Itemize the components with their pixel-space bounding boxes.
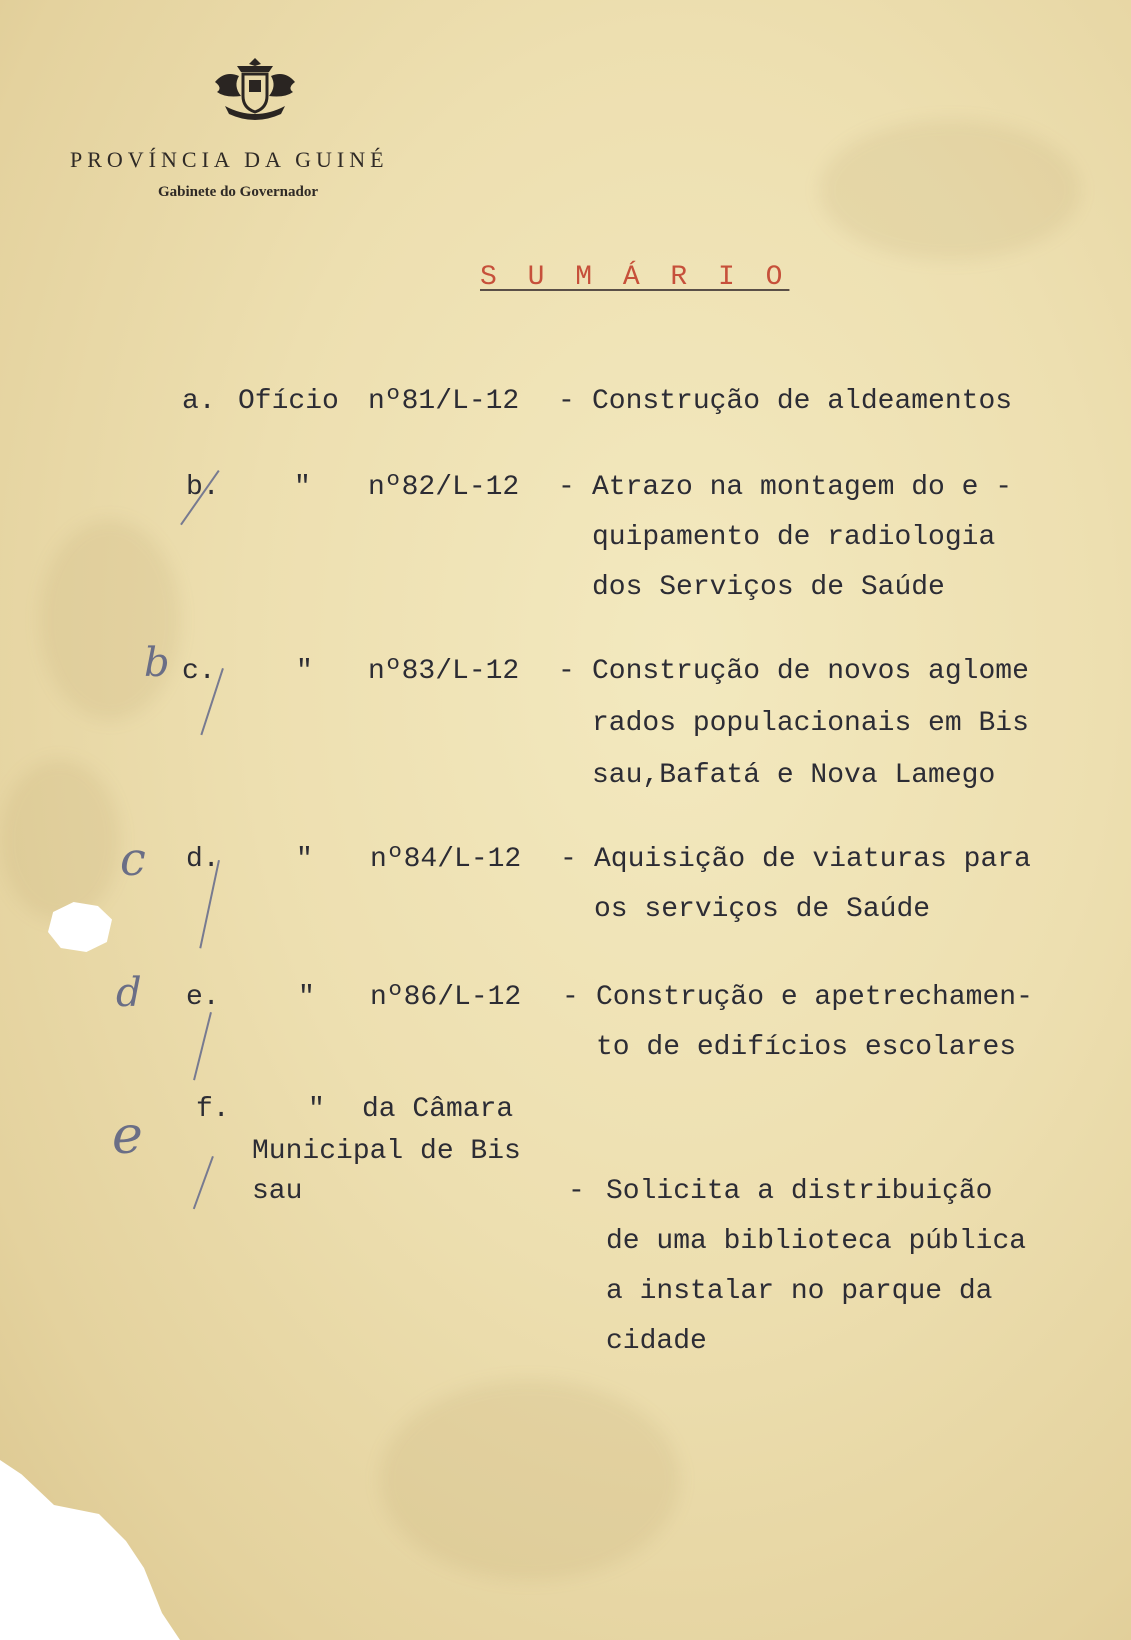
item-description-line: Aquisição de viaturas para — [594, 844, 1031, 875]
handwritten-annotation: b — [144, 640, 170, 686]
item-description-line: Construção e apetrechamen- — [596, 982, 1033, 1013]
item-sender-line: Municipal de Bis — [252, 1136, 521, 1167]
item-letter: e. — [186, 982, 220, 1013]
item-dash: - — [560, 844, 577, 875]
item-doc-type: " — [296, 656, 313, 687]
item-description-line: os serviços de Saúde — [594, 894, 931, 925]
item-number: nº86/L-12 — [370, 982, 522, 1013]
item-dash: - — [562, 982, 579, 1013]
item-description-line: Construção de aldeamentos — [592, 386, 1013, 417]
paper-stain — [0, 760, 120, 920]
item-dash: - — [558, 656, 575, 687]
item-number: nº81/L-12 — [368, 386, 520, 417]
item-letter: d. — [186, 844, 220, 875]
item-description-line: cidade — [606, 1326, 707, 1357]
item-number: nº83/L-12 — [368, 656, 520, 687]
item-letter: b. — [186, 472, 220, 503]
paper-stain — [40, 520, 180, 720]
province-title: PROVÍNCIA DA GUINÉ — [70, 147, 389, 172]
item-letter: a. — [182, 386, 216, 417]
item-description-line: Solicita a distribuição — [606, 1176, 993, 1207]
item-doc-type: " — [298, 982, 315, 1013]
pencil-tick-mark — [193, 1156, 214, 1209]
item-number: nº84/L-12 — [370, 844, 522, 875]
item-doc-type: " — [308, 1094, 325, 1125]
item-description-line: Construção de novos aglome — [592, 656, 1029, 687]
item-number: nº82/L-12 — [368, 472, 520, 503]
item-description-line: a instalar no parque da — [606, 1276, 993, 1307]
item-doc-type: " — [296, 844, 313, 875]
item-letter: f. — [196, 1094, 230, 1125]
item-dash: - — [558, 472, 575, 503]
item-description-line: to de edifícios escolares — [596, 1032, 1017, 1063]
paper-stain — [380, 1380, 680, 1580]
item-description-line: rados populacionais em Bis — [592, 708, 1029, 739]
paper-stain — [820, 120, 1080, 260]
item-description-line: sau,Bafatá e Nova Lamego — [592, 760, 996, 791]
item-description-line: dos Serviços de Saúde — [592, 572, 945, 603]
handwritten-annotation: d — [116, 970, 142, 1016]
item-dash: - — [558, 386, 575, 417]
item-sender-line: sau — [252, 1176, 303, 1207]
torn-corner — [0, 1460, 180, 1640]
item-dash: - — [568, 1176, 585, 1207]
office-subtitle: Gabinete do Governador — [158, 184, 318, 200]
item-letter: c. — [182, 656, 216, 687]
item-description-line: de uma biblioteca pública — [606, 1226, 1027, 1257]
handwritten-annotation: c — [120, 832, 146, 886]
handwritten-annotation: e — [112, 1106, 143, 1166]
summary-title: S U M Á R I O — [480, 262, 790, 293]
item-description-line: Atrazo na montagem do e - — [592, 472, 1013, 503]
item-doc-type: " — [294, 472, 311, 503]
coat-of-arms-icon — [207, 52, 303, 124]
item-sender-line: da Câmara — [362, 1094, 514, 1125]
item-doc-type: Ofício — [238, 386, 339, 417]
item-description-line: quipamento de radiologia — [592, 522, 996, 553]
